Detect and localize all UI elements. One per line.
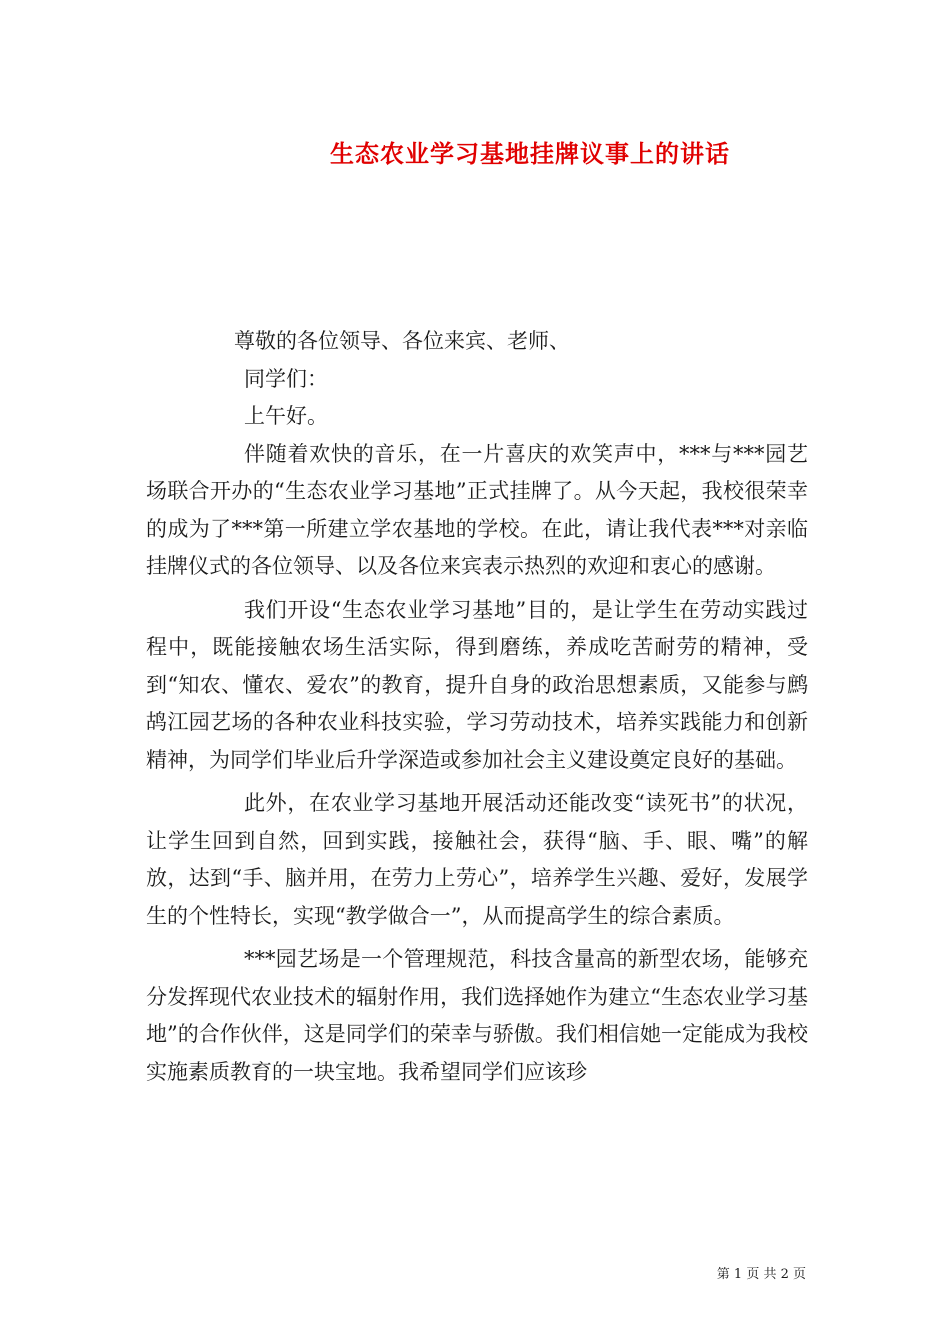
paragraph: 我们开设“生态农业学习基地”目的，是让学生在劳动实践过程中，既能接触农场生活实际，得到磨练，养成吃苦耐劳的精神，受到“知农、懂农、爱农”的教育，提升自身的政治思想素质，又能参与鹧鸪江园艺场的各种农业科技实验，学习劳动技术，培养实践能力和创新精神，为同学们毕业后升学深造或参加社会主义建设奠定良好的基础。 [146,597,808,772]
salutation-line-1: 尊敬的各位领导、各位来宾、老师、 [234,329,570,353]
paragraph: ***园艺场是一个管理规范，科技含量高的新型农场，能够充分发挥现代农业技术的辐射作用，我们选择她作为建立“生态农业学习基地”的合作伙伴，这是同学们的荣幸与骄傲。我们相信她一定能成为我校实施素质教育的一块宝地。我希望同学们应该珍 [146,947,808,1084]
document-body [146,323,808,1091]
paragraph: 此外，在农业学习基地开展活动还能改变“读死书”的状况，让学生回到自然，回到实践，接触社会，获得“脑、手、眼、嘴”的解放，达到“手、脑并用，在劳力上劳心”，培养学生兴趣、爱好，发展学生的个性特长，实现“教学做合一”，从而提高学生的综合素质。 [146,791,808,928]
document-title: 生态农业学习基地挂牌议事上的讲话 [330,139,730,168]
paragraph: 伴随着欢快的音乐，在一片喜庆的欢笑声中，***与***园艺场联合开办的“生态农业学习基地”正式挂牌了。从今天起，我校很荣幸的成为了***第一所建立学农基地的学校。在此，请让我代表***对亲临挂牌仪式的各位领导、以及各位来宾表示热烈的欢迎和衷心的感谢。 [146,441,808,578]
greeting: 上午好。 [244,404,328,428]
salutation-line-2: 同学们： [244,366,328,391]
page-number-footer: 第 1 页 共 2 页 [716,1267,806,1282]
